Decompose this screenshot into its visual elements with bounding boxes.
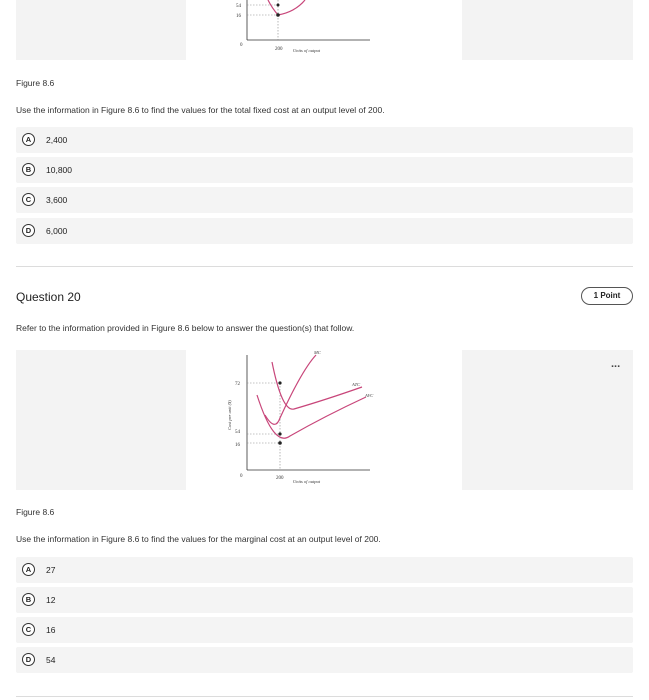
option-value: 10,800 (46, 165, 72, 175)
avc-curve (278, 0, 305, 15)
question-intro: Refer to the information provided in Figure 8.6 below to answer the question(s) that follow. (16, 323, 355, 333)
option-letter: B (22, 593, 35, 606)
figure-caption-top: Figure 8.6 (16, 78, 55, 88)
figure-caption: Figure 8.6 (16, 507, 55, 517)
option-value: 6,000 (46, 226, 68, 236)
option-value: 16 (46, 625, 56, 635)
origin-label: 0 (240, 43, 243, 48)
question-title: Question 20 (16, 290, 81, 304)
option-value: 12 (46, 595, 56, 605)
option-letter: C (22, 623, 35, 636)
option-value: 54 (46, 655, 56, 665)
option-b-top[interactable] (16, 157, 633, 183)
points-badge: 1 Point (581, 287, 633, 305)
y-tick-54: 54 (236, 4, 241, 9)
figure-panel-right-top (462, 0, 633, 60)
y-tick-16: 16 (236, 14, 241, 19)
x-axis-label: Units of output (293, 48, 321, 53)
y-axis-label: Cost per unit ($) (227, 400, 232, 430)
option-letter: A (22, 563, 35, 576)
point-top (277, 4, 280, 7)
mc-label: MC (314, 350, 321, 355)
option-a[interactable] (16, 557, 633, 583)
option-b[interactable] (16, 587, 633, 613)
more-options-icon[interactable]: ... (611, 358, 621, 370)
point-mc (278, 441, 282, 445)
option-letter: C (22, 193, 35, 206)
question-prompt-top: Use the information in Figure 8.6 to find the values for the total fixed cost at an output level of 200. (16, 105, 385, 115)
x-tick-200: 200 (275, 47, 283, 52)
option-d[interactable] (16, 647, 633, 673)
option-letter: D (22, 224, 35, 237)
x-axis-label: Units of output (293, 479, 321, 484)
y-tick-16: 16 (235, 443, 240, 448)
figure-panel-left (16, 350, 186, 490)
bottom-divider (16, 696, 633, 697)
option-letter: A (22, 133, 35, 146)
option-value: 27 (46, 565, 56, 575)
figure-panel-left-top (16, 0, 186, 60)
point-mc-min (276, 13, 280, 17)
option-c-top[interactable] (16, 187, 633, 213)
origin-label: 0 (240, 474, 243, 479)
option-value: 3,600 (46, 195, 68, 205)
point-atc (278, 381, 281, 384)
atc-curve (272, 362, 362, 409)
option-a-top[interactable] (16, 127, 633, 153)
figure-8-6-graph (190, 350, 460, 490)
figure-8-6-top-graph (190, 0, 460, 60)
question-prompt: Use the information in Figure 8.6 to find the values for the marginal cost at an output level of 200. (16, 534, 381, 544)
y-tick-54: 54 (235, 430, 240, 435)
point-avc-min (278, 432, 281, 435)
avc-label: AVC (365, 393, 374, 398)
figure-panel-right (462, 350, 633, 490)
option-letter: D (22, 653, 35, 666)
atc-label: ATC (352, 382, 361, 387)
option-d-top[interactable] (16, 218, 633, 244)
mc-curve (268, 0, 278, 15)
option-value: 2,400 (46, 135, 68, 145)
question-divider (16, 266, 633, 267)
option-c[interactable] (16, 617, 633, 643)
option-letter: B (22, 163, 35, 176)
x-tick-200: 200 (276, 476, 284, 481)
avc-curve (257, 395, 366, 438)
y-tick-72: 72 (235, 382, 240, 387)
